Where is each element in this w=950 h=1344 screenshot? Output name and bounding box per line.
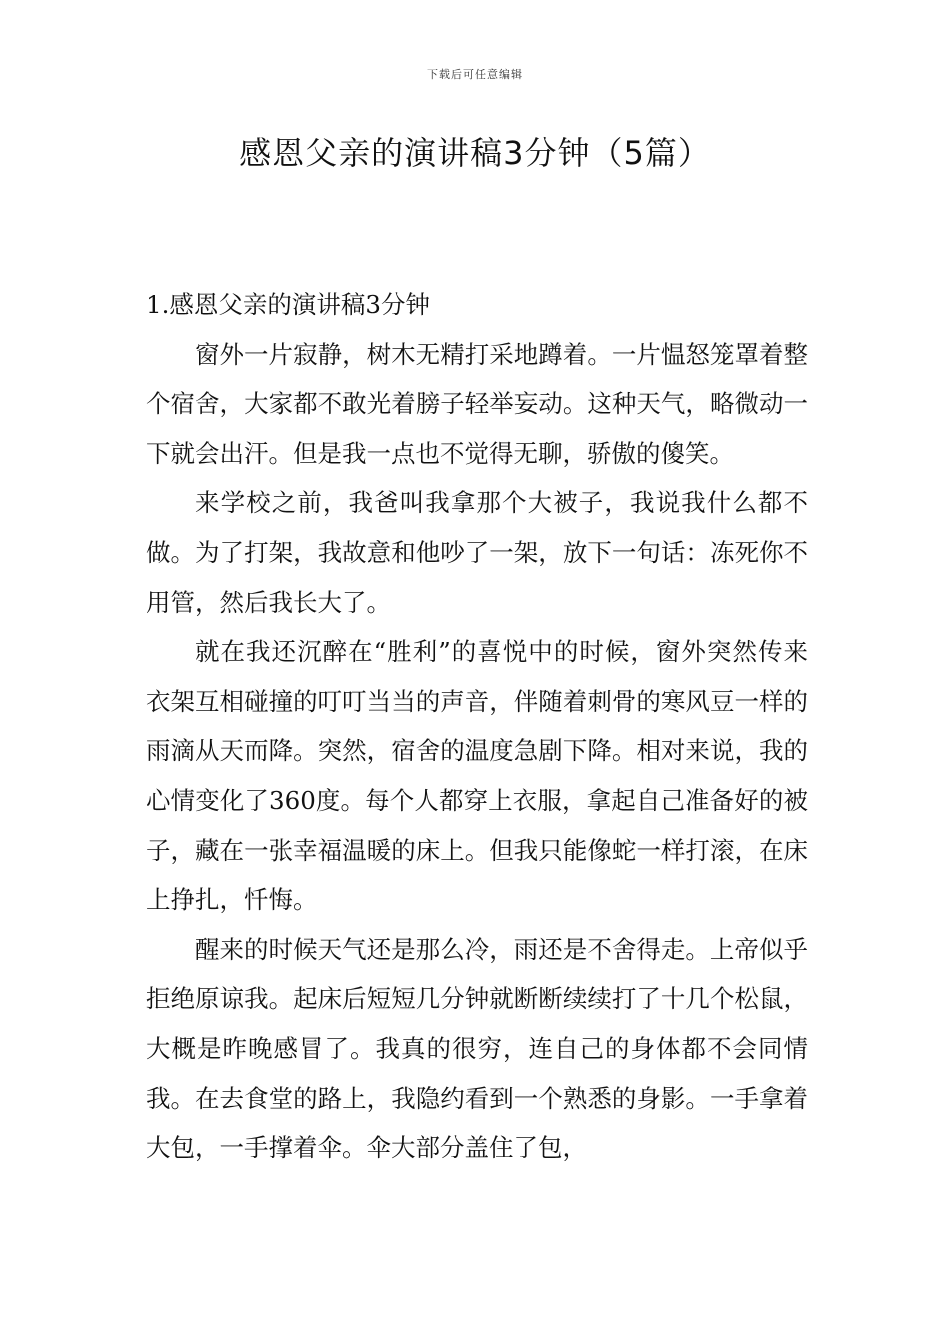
document-title: 感恩父亲的演讲稿3分钟（5篇） bbox=[239, 134, 711, 172]
section-heading: 1.感恩父亲的演讲稿3分钟 bbox=[146, 290, 430, 319]
document-body bbox=[146, 280, 808, 1173]
paragraph: 醒来的时候天气还是那么冷，雨还是不舍得走。上帝似乎拒绝原谅我。起床后短短几分钟就断断续续打了十几个松鼠，大概是昨晚感冒了。我真的很穷，连自己的身体都不会同情我。在去食堂的路上，我隐约看到一个熟悉的身影。一手拿着大包，一手撑着伞。伞大部分盖住了包， bbox=[146, 934, 808, 1163]
paragraph: 来学校之前，我爸叫我拿那个大被子，我说我什么都不做。为了打架，我故意和他吵了一架，放下一句话：冻死你不用管，然后我长大了。 bbox=[146, 488, 808, 617]
paragraph: 就在我还沉醉在“胜利”的喜悦中的时候，窗外突然传来衣架互相碰撞的叮叮当当的声音，伴随着刺骨的寒风豆一样的雨滴从天而降。突然，宿舍的温度急剧下降。相对来说，我的心情变化了360度。每个人都穿上衣服，拿起自己准备好的被子，藏在一张幸福温暖的床上。但我只能像蛇一样打滚，在床上挣扎，忏悔。 bbox=[146, 637, 808, 915]
header-note: 下载后可任意编辑 bbox=[427, 68, 523, 81]
paragraph: 窗外一片寂静，树木无精打采地蹲着。一片愠怒笼罩着整个宿舍，大家都不敢光着膀子轻举妄动。这种天气，略微动一下就会出汗。但是我一点也不觉得无聊，骄傲的傻笑。 bbox=[146, 339, 808, 468]
